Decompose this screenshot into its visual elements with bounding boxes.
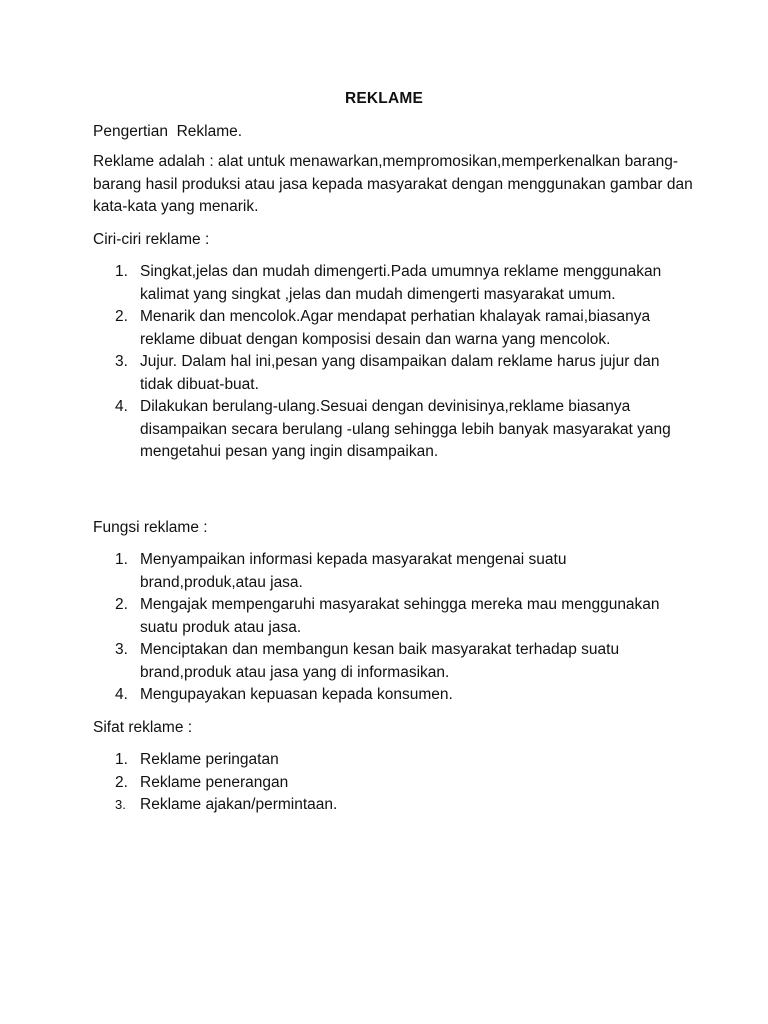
- ciri-list: [93, 261, 693, 464]
- list-item-text: Dilakukan berulang-ulang.Sesuai dengan devinisinya,reklame biasanya disampaikan secara berulang -ulang sehingga lebih banyak masyarakat yang mengetahui pesan yang ingin disampaikan.: [140, 398, 671, 460]
- list-item-text: Menciptakan dan membangun kesan baik masyarakat terhadap suatu brand,produk atau jasa yang di informasikan.: [140, 641, 620, 681]
- list-item: [93, 549, 693, 594]
- list-item-text: Jujur. Dalam hal ini,pesan yang disampaikan dalam reklame harus jujur dan tidak dibuat-buat.: [140, 353, 660, 393]
- fungsi-list: [93, 549, 693, 707]
- list-item: [93, 351, 693, 396]
- list-number: 3.: [115, 353, 128, 370]
- list-number: 4.: [115, 686, 128, 703]
- list-item: [93, 772, 693, 795]
- list-item: [93, 749, 693, 772]
- list-item: [93, 639, 693, 684]
- list-item-text: Menyampaikan informasi kepada masyarakat mengenai suatu brand,produk,atau jasa.: [140, 551, 567, 591]
- fungsi-heading: Fungsi reklame :: [93, 519, 208, 536]
- pengertian-heading: Pengertian Reklame.: [93, 123, 243, 140]
- list-item: [93, 794, 693, 817]
- list-item-text: Menarik dan mencolok.Agar mendapat perhatian khalayak ramai,biasanya reklame dibuat dengan komposisi desain dan warna yang mencolok.: [140, 308, 651, 348]
- list-item: [93, 594, 693, 639]
- list-number: 3.: [115, 641, 128, 658]
- sifat-heading: Sifat reklame :: [93, 719, 193, 736]
- list-item-text: Mengupayakan kepuasan kepada konsumen.: [140, 686, 453, 703]
- list-number: 2.: [115, 596, 128, 613]
- list-number: 2.: [115, 308, 128, 325]
- list-item: [93, 306, 693, 351]
- sifat-list: [93, 749, 693, 817]
- list-item-text: Reklame ajakan/permintaan.: [140, 796, 338, 813]
- list-number: 1.: [115, 751, 128, 768]
- list-number: 3.: [115, 797, 126, 812]
- list-item: [93, 684, 693, 707]
- list-number: 4.: [115, 398, 128, 415]
- document-title: REKLAME: [344, 90, 424, 107]
- ciri-heading: Ciri-ciri reklame :: [93, 231, 210, 248]
- list-item-text: Mengajak mempengaruhi masyarakat sehingga mereka mau menggunakan suatu produk atau jasa.: [140, 596, 660, 636]
- list-item-text: Reklame peringatan: [140, 751, 279, 768]
- list-item-text: Reklame penerangan: [140, 773, 289, 791]
- list-number: 1.: [115, 551, 128, 568]
- list-item: [93, 396, 693, 464]
- list-number: 2.: [115, 773, 128, 791]
- list-item-text: Singkat,jelas dan mudah dimengerti.Pada umumnya reklame menggunakan kalimat yang singkat ,jelas dan mudah dimengerti masyarakat umum.: [140, 263, 662, 303]
- definition-paragraph: Reklame adalah : alat untuk menawarkan,mempromosikan,memperkenalkan barang-barang hasil produksi atau jasa kepada masyarakat dengan menggunakan gambar dan kata-kata yang menarik.: [93, 153, 693, 215]
- list-item: [93, 261, 693, 306]
- list-number: 1.: [115, 263, 128, 280]
